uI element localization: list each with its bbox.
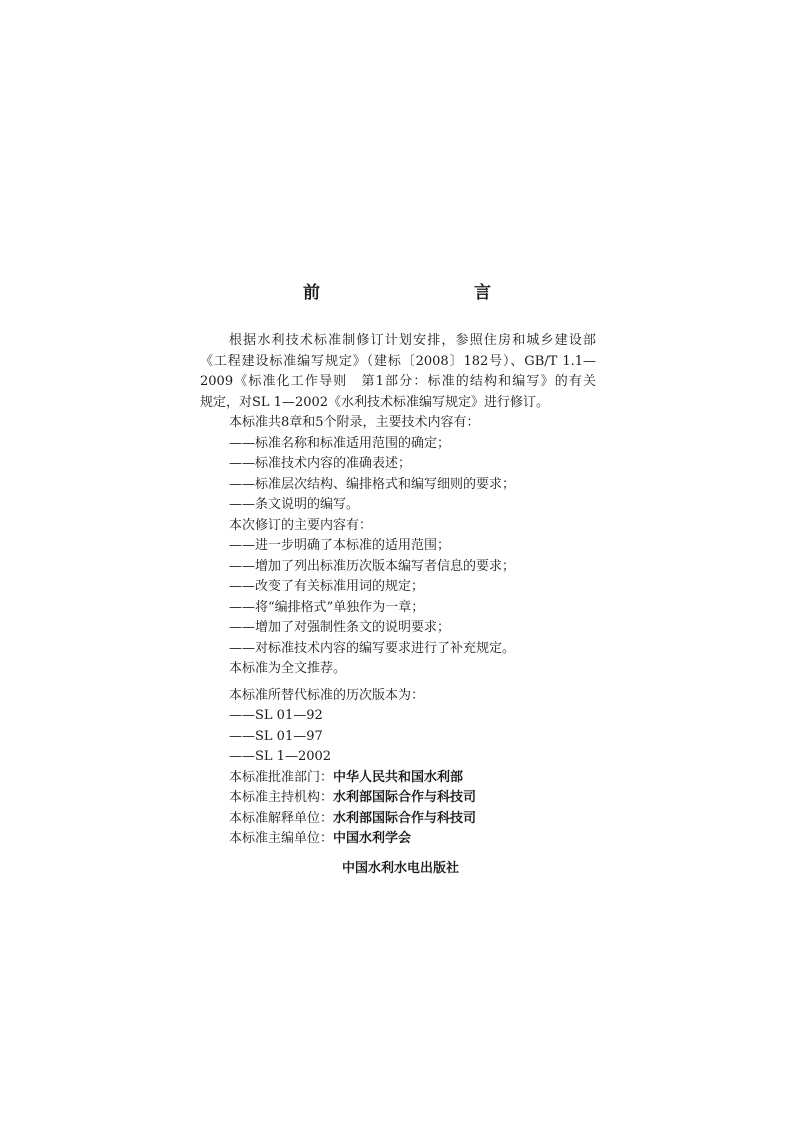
intro-line: 2009《标准化工作导则 第1部分：标准的结构和编写》的有关 [200, 374, 596, 389]
host-line [200, 788, 596, 809]
page-title: 前 言 [303, 283, 531, 303]
revision-item: ——增加了列出标准历次版本编写者信息的要求； [229, 558, 516, 574]
revision-intro: 本次修订的主要内容有： [229, 517, 373, 533]
revision-item: ——进一步明确了本标准的适用范围； [229, 538, 451, 553]
contents-item: ——标准名称和标准适用范围的确定； [229, 435, 451, 451]
interpret-value: 水利部国际合作与科技司 [333, 810, 477, 826]
contents-item: ——标准技术内容的准确表述； [229, 456, 412, 471]
host-value: 水利部国际合作与科技司 [333, 790, 477, 805]
history-item: ——SL 1—2002 [229, 749, 332, 764]
approval-label: 本标准批准部门： [229, 769, 334, 785]
history-intro: 本标准所替代标准的历次版本为： [229, 687, 425, 703]
recommendation: 本标准为全文推荐。 [229, 661, 347, 676]
approval-value: 中华人民共和国水利部 [333, 769, 464, 785]
revision-item: ——改变了有关标准用词的规定； [229, 579, 425, 594]
editor-value: 中国水利学会 [333, 831, 412, 846]
history-item: ——SL 01—97 [229, 728, 323, 744]
editor-line [200, 829, 596, 850]
editor-label: 本标准主编单位： [229, 831, 334, 846]
publisher-name: 中国水利水电出版社 [342, 861, 460, 876]
preface-body [200, 331, 596, 850]
intro-line: 《工程建设标准编写规定》（建标〔2008〕182号）、GB/T 1.1— [200, 353, 596, 369]
revision-item: ——对标准技术内容的编写要求进行了补充规定。 [229, 640, 516, 656]
history-item: ——SL 01—92 [229, 708, 323, 723]
interpret-label: 本标准解释单位： [229, 810, 334, 826]
contents-item: ——条文说明的编写。 [229, 497, 360, 512]
contents-intro: 本标准共8章和5个附录，主要技术内容有： [229, 415, 480, 430]
revision-item: ——将“编排格式”单独作为一章； [229, 599, 425, 615]
intro-line: 根据水利技术标准制修订计划安排，参照住房和城乡建设部 [229, 333, 596, 348]
interpret-line [200, 809, 596, 830]
intro-line: 规定，对SL 1—2002《水利技术标准编写规定》进行修订。 [200, 394, 550, 410]
host-label: 本标准主持机构： [229, 790, 334, 805]
contents-item: ——标准层次结构、编排格式和编写细则的要求； [229, 476, 516, 492]
approval-line [200, 768, 596, 789]
revision-item: ——增加了对强制性条文的说明要求； [229, 620, 451, 635]
